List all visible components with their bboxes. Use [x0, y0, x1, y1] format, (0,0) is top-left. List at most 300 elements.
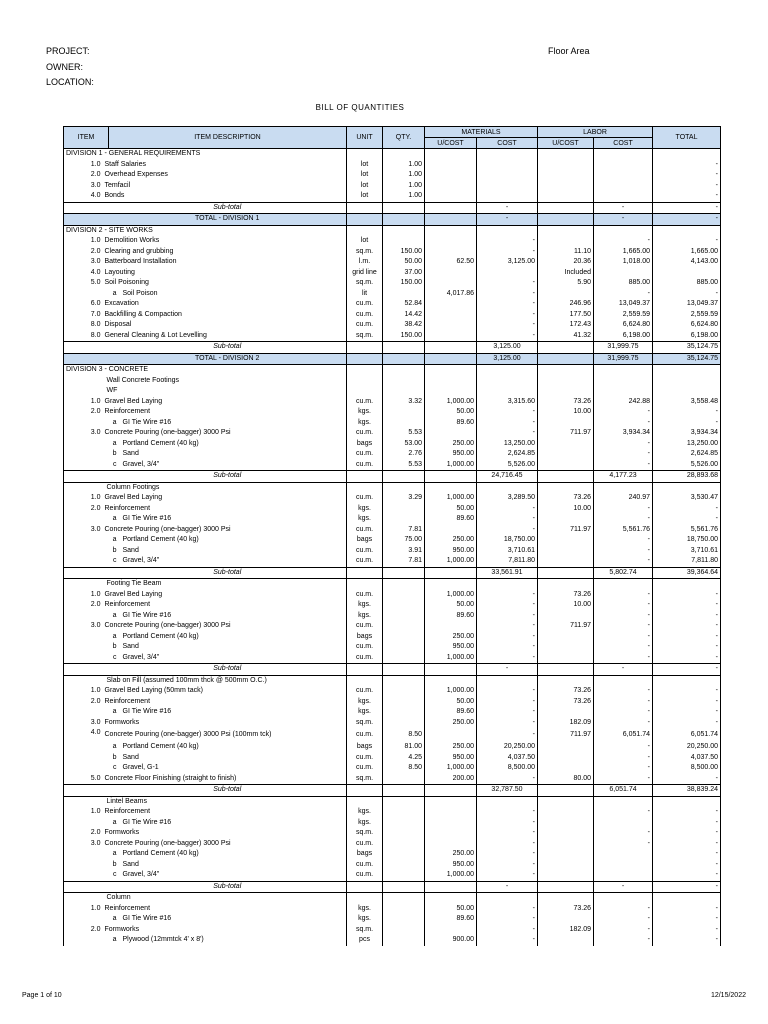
item-name: Gravel Bed Laying	[104, 494, 163, 502]
item-number: b	[112, 546, 117, 554]
quantity: 150.00	[383, 247, 425, 258]
division-title: DIVISION 2 - SITE WORKS	[64, 225, 109, 236]
item-name: Concrete Pouring (one-bagger) 3000 Psi	[104, 622, 231, 630]
empty-cell	[64, 376, 109, 387]
empty-cell	[594, 365, 653, 376]
labor-unit-cost: 172.43	[538, 320, 594, 331]
quantity: 8.50	[383, 728, 425, 742]
labor-unit-cost: 182.09	[538, 925, 594, 936]
item-number: a	[112, 818, 117, 826]
item-name: Gravel, 3/4"	[122, 653, 160, 661]
item-number: 2.0	[90, 925, 101, 933]
labor-cost	[594, 818, 653, 829]
labor-unit-cost	[538, 546, 594, 557]
quantity	[383, 904, 425, 915]
quantity	[383, 590, 425, 601]
labor-unit-cost: 73.26	[538, 590, 594, 601]
labor-cost: -	[594, 514, 653, 525]
labor-cost: 885.00	[594, 278, 653, 289]
labor-cost: 6,051.74	[594, 785, 653, 797]
empty-cell	[425, 149, 477, 160]
labor-unit-cost: 80.00	[538, 774, 594, 785]
labor-cost: -	[594, 449, 653, 460]
materials-unit-cost: 89.60	[425, 514, 477, 525]
item-name: Sand	[122, 546, 139, 554]
table-row	[64, 418, 721, 429]
col-labor: LABOR	[538, 127, 653, 138]
empty-cell	[64, 893, 109, 904]
unit: kgs.	[347, 407, 383, 418]
unit: sq.m.	[347, 278, 383, 289]
row-total: 5,561.76	[653, 525, 721, 536]
item-number: 1.0	[90, 397, 101, 405]
materials-cost: -	[477, 514, 538, 525]
materials-cost: -	[477, 632, 538, 643]
labor-unit-cost	[538, 376, 594, 387]
quantity	[383, 611, 425, 622]
quantity	[383, 774, 425, 785]
quantity	[383, 718, 425, 729]
empty-cell	[425, 365, 477, 376]
item-number: 1.0	[90, 494, 101, 501]
labor-cost	[594, 191, 653, 202]
materials-unit-cost	[425, 579, 477, 590]
materials-unit-cost: 1,000.00	[425, 653, 477, 664]
empty-cell	[594, 225, 653, 236]
materials-cost: 3,315.60	[477, 397, 538, 408]
table-row	[64, 839, 721, 850]
materials-cost	[477, 482, 538, 493]
labor-cost	[594, 893, 653, 904]
table-row	[64, 556, 721, 567]
materials-unit-cost: 50.00	[425, 600, 477, 611]
materials-cost: -	[477, 718, 538, 729]
unit: cu.m.	[347, 320, 383, 331]
quantity	[383, 914, 425, 925]
unit: grid line	[347, 268, 383, 279]
quantity: 2.76	[383, 449, 425, 460]
materials-cost: 3,125.00	[477, 353, 538, 365]
row-total: 6,198.00	[653, 331, 721, 342]
row-total: 6,624.80	[653, 320, 721, 331]
table-row	[64, 160, 721, 171]
labor-unit-cost: 73.26	[538, 686, 594, 697]
table-row	[64, 935, 721, 946]
labor-unit-cost	[538, 742, 594, 753]
table-row	[64, 718, 721, 729]
owner-label: OWNER:	[46, 62, 83, 72]
item-name: Portland Cement (40 kg)	[122, 743, 199, 751]
item-name: Batterboard Installation	[104, 258, 177, 266]
empty-cell	[383, 881, 425, 893]
empty-cell	[347, 365, 383, 376]
materials-unit-cost: 62.50	[425, 257, 477, 268]
table-row	[64, 493, 721, 504]
materials-unit-cost: 950.00	[425, 449, 477, 460]
materials-unit-cost: 50.00	[425, 904, 477, 915]
materials-unit-cost: 50.00	[425, 697, 477, 708]
item-number: 1.0	[90, 904, 101, 912]
materials-unit-cost: 50.00	[425, 504, 477, 515]
item-description	[79, 331, 317, 342]
labor-cost: 31,999.75	[594, 342, 653, 354]
quantity	[383, 376, 425, 387]
materials-unit-cost	[425, 320, 477, 331]
row-total	[653, 376, 721, 387]
materials-unit-cost: 89.60	[425, 418, 477, 429]
empty-cell	[347, 214, 383, 226]
labor-cost: -	[594, 439, 653, 450]
table-row	[64, 904, 721, 915]
item-description	[79, 925, 317, 936]
unit: cu.m.	[347, 493, 383, 504]
item-description	[79, 514, 317, 525]
item-description	[79, 191, 317, 202]
materials-unit-cost: 900.00	[425, 935, 477, 946]
unit: cu.m.	[347, 686, 383, 697]
unit: cu.m.	[347, 590, 383, 601]
labor-cost: 31,999.75	[594, 353, 653, 365]
row-total: -	[653, 236, 721, 247]
materials-unit-cost: 950.00	[425, 753, 477, 764]
item-name: Sand	[122, 860, 139, 868]
division-total-row	[64, 214, 721, 226]
item-name: GI Tie Wire #16	[122, 611, 172, 619]
row-total: -	[653, 514, 721, 525]
empty-cell	[64, 664, 109, 676]
labor-cost: -	[594, 904, 653, 915]
materials-unit-cost: 950.00	[425, 546, 477, 557]
item-number: 2.0	[90, 408, 101, 415]
labor-cost: -	[594, 418, 653, 429]
empty-cell	[64, 353, 109, 365]
unit: cu.m.	[347, 753, 383, 764]
table-row	[64, 728, 721, 742]
labor-cost: -	[594, 535, 653, 546]
materials-cost: -	[477, 299, 538, 310]
empty-cell	[64, 471, 109, 483]
item-number: 1.0	[90, 237, 101, 244]
item-description	[79, 257, 317, 268]
item-number: a	[112, 936, 117, 943]
materials-cost: -	[477, 278, 538, 289]
row-total: 35,124.75	[653, 342, 721, 354]
table-row	[64, 331, 721, 342]
item-number: a	[112, 708, 117, 715]
materials-unit-cost: 1,000.00	[425, 556, 477, 567]
item-name: Sand	[122, 450, 139, 458]
materials-cost: -	[477, 621, 538, 632]
group-header-row	[64, 376, 721, 387]
labor-unit-cost: 177.50	[538, 310, 594, 321]
materials-cost	[477, 796, 538, 807]
item-name: Formworks	[104, 925, 140, 933]
table-row	[64, 707, 721, 718]
item-description	[79, 320, 317, 331]
labor-cost	[594, 376, 653, 387]
bill-of-quantities-table	[63, 126, 721, 946]
table-row	[64, 870, 721, 881]
item-name: Gravel Bed Laying	[104, 590, 163, 598]
labor-cost: -	[594, 763, 653, 774]
unit: kgs.	[347, 504, 383, 515]
row-total: -	[653, 904, 721, 915]
labor-cost: -	[594, 807, 653, 818]
empty-cell	[425, 785, 477, 797]
item-description	[79, 807, 317, 818]
table-row	[64, 653, 721, 664]
table-header-row	[64, 127, 721, 138]
item-description	[79, 818, 317, 829]
item-number: a	[112, 850, 117, 857]
labor-unit-cost	[538, 849, 594, 860]
quantity	[383, 893, 425, 904]
labor-cost: -	[594, 753, 653, 764]
item-name: General Cleaning & Lot Levelling	[104, 331, 207, 339]
labor-unit-cost	[538, 514, 594, 525]
materials-unit-cost: 1,000.00	[425, 460, 477, 471]
unit: lot	[347, 160, 383, 171]
labor-cost	[594, 796, 653, 807]
empty-cell	[538, 225, 594, 236]
row-total: 20,250.00	[653, 742, 721, 753]
labor-unit-cost	[538, 653, 594, 664]
item-name: Gravel Bed Laying (50mm tack)	[104, 687, 203, 695]
labor-cost: -	[594, 664, 653, 676]
materials-cost: -	[477, 310, 538, 321]
labor-cost: -	[594, 214, 653, 226]
materials-unit-cost	[425, 839, 477, 850]
item-description	[79, 774, 317, 785]
row-total: 7,811.80	[653, 556, 721, 567]
item-description	[79, 860, 317, 871]
item-description	[79, 493, 317, 504]
item-name: Backfilling & Compaction	[104, 310, 182, 318]
materials-cost: -	[477, 935, 538, 946]
table-row	[64, 460, 721, 471]
materials-unit-cost: 1,000.00	[425, 493, 477, 504]
item-number: 7.0	[90, 310, 101, 318]
materials-unit-cost: 250.00	[425, 535, 477, 546]
col-materials-cost: COST	[477, 138, 538, 149]
labor-cost: 13,049.37	[594, 299, 653, 310]
item-name: Reinforcement	[104, 904, 151, 912]
quantity	[383, 925, 425, 936]
labor-cost: -	[594, 925, 653, 936]
labor-unit-cost	[538, 236, 594, 247]
item-number: b	[112, 643, 117, 650]
item-number: a	[112, 611, 117, 619]
row-total: 3,530.47	[653, 493, 721, 504]
table-row	[64, 299, 721, 310]
row-total: 18,750.00	[653, 535, 721, 546]
unit: l.m.	[347, 257, 383, 268]
labor-unit-cost: 5.90	[538, 278, 594, 289]
subtotal-label: Sub-total	[109, 664, 347, 676]
item-description	[79, 504, 317, 515]
labor-cost	[594, 675, 653, 686]
item-number: 2.0	[90, 171, 101, 178]
col-unit: UNIT	[347, 127, 383, 149]
table-row	[64, 247, 721, 258]
quantity	[383, 697, 425, 708]
labor-unit-cost: 73.26	[538, 493, 594, 504]
group-title: WF	[107, 386, 345, 397]
row-total: -	[653, 590, 721, 601]
row-total: -	[653, 935, 721, 946]
table-row	[64, 514, 721, 525]
item-number: 5.0	[90, 279, 101, 286]
table-row	[64, 860, 721, 871]
quantity	[383, 675, 425, 686]
empty-cell	[64, 796, 109, 807]
unit: cu.m.	[347, 642, 383, 653]
item-description	[79, 914, 317, 925]
row-total: -	[653, 407, 721, 418]
labor-cost	[594, 386, 653, 397]
item-number: a	[112, 536, 117, 543]
item-description	[79, 299, 317, 310]
materials-cost: -	[477, 828, 538, 839]
table-row	[64, 268, 721, 279]
labor-unit-cost: 20.36	[538, 257, 594, 268]
materials-unit-cost: 250.00	[425, 439, 477, 450]
item-description	[79, 642, 317, 653]
empty-cell	[347, 471, 383, 483]
labor-unit-cost	[538, 807, 594, 818]
item-number: 3.0	[90, 622, 101, 629]
table-row	[64, 289, 721, 300]
table-row	[64, 914, 721, 925]
materials-cost: 24,716.45	[477, 471, 538, 483]
labor-unit-cost	[538, 796, 594, 807]
item-name: Sand	[122, 753, 139, 761]
item-description	[79, 289, 317, 300]
empty-cell	[538, 214, 594, 226]
item-number: c	[113, 764, 117, 771]
unit: cu.m.	[347, 310, 383, 321]
materials-unit-cost	[425, 925, 477, 936]
labor-unit-cost	[538, 707, 594, 718]
item-name: Gravel, 3/4"	[122, 460, 160, 468]
labor-unit-cost: 711.97	[538, 428, 594, 439]
row-total: -	[653, 774, 721, 785]
materials-cost: -	[477, 653, 538, 664]
item-description	[79, 278, 317, 289]
labor-cost: -	[594, 621, 653, 632]
row-total: -	[653, 818, 721, 829]
row-total: 3,934.34	[653, 428, 721, 439]
table-row	[64, 449, 721, 460]
item-description	[79, 397, 317, 408]
item-description	[79, 707, 317, 718]
item-name: Formworks	[104, 829, 140, 837]
quantity	[383, 642, 425, 653]
table-row	[64, 611, 721, 622]
labor-unit-cost	[538, 642, 594, 653]
materials-unit-cost	[425, 181, 477, 192]
materials-cost: -	[477, 839, 538, 850]
quantity: 7.81	[383, 525, 425, 536]
item-number: 2.0	[90, 697, 101, 705]
row-total: -	[653, 642, 721, 653]
item-description	[79, 236, 317, 247]
materials-unit-cost	[425, 247, 477, 258]
row-total: 1,665.00	[653, 247, 721, 258]
materials-cost: -	[477, 247, 538, 258]
empty-cell	[538, 881, 594, 893]
item-name: Disposal	[104, 321, 132, 329]
table-row	[64, 236, 721, 247]
labor-unit-cost	[538, 418, 594, 429]
item-description	[79, 449, 317, 460]
labor-cost	[594, 849, 653, 860]
labor-unit-cost	[538, 181, 594, 192]
materials-cost: -	[477, 807, 538, 818]
table-row	[64, 753, 721, 764]
item-number: c	[113, 557, 117, 564]
table-row	[64, 320, 721, 331]
unit: cu.m.	[347, 653, 383, 664]
table-row	[64, 828, 721, 839]
quantity	[383, 796, 425, 807]
labor-cost: -	[594, 590, 653, 601]
materials-unit-cost: 89.60	[425, 611, 477, 622]
row-total: 39,364.64	[653, 567, 721, 579]
quantity	[383, 686, 425, 697]
quantity	[383, 807, 425, 818]
quantity	[383, 482, 425, 493]
row-total: -	[653, 170, 721, 181]
unit: bags	[347, 849, 383, 860]
unit: kgs.	[347, 707, 383, 718]
item-name: Bonds	[104, 192, 125, 200]
item-name: GI Tie Wire #16	[122, 915, 172, 923]
table-row	[64, 600, 721, 611]
item-number: 4.0	[90, 268, 101, 276]
item-number: 3.0	[90, 839, 101, 847]
item-number: c	[113, 460, 117, 468]
unit: bags	[347, 742, 383, 753]
unit: kgs.	[347, 611, 383, 622]
quantity: 53.00	[383, 439, 425, 450]
quantity	[383, 621, 425, 632]
row-total: -	[653, 418, 721, 429]
unit: kgs.	[347, 904, 383, 915]
materials-cost	[477, 160, 538, 171]
empty-cell	[347, 353, 383, 365]
table-row	[64, 632, 721, 643]
empty-cell	[538, 365, 594, 376]
item-number: b	[112, 860, 117, 868]
quantity: 8.50	[383, 763, 425, 774]
item-number: 1.0	[90, 808, 101, 815]
print-date: 12/15/2022	[710, 992, 746, 999]
item-name: Reinforcement	[104, 697, 151, 705]
quantity	[383, 600, 425, 611]
item-name: Demolition Works	[104, 237, 160, 245]
quantity	[383, 632, 425, 643]
row-total: -	[653, 828, 721, 839]
row-total: 6,051.74	[653, 728, 721, 742]
empty-cell	[538, 353, 594, 365]
group-title: Column	[107, 893, 345, 904]
labor-unit-cost: 73.26	[538, 397, 594, 408]
subtotal-row	[64, 342, 721, 354]
item-description	[79, 247, 317, 258]
item-number: b	[112, 450, 117, 457]
item-number: c	[113, 653, 117, 661]
